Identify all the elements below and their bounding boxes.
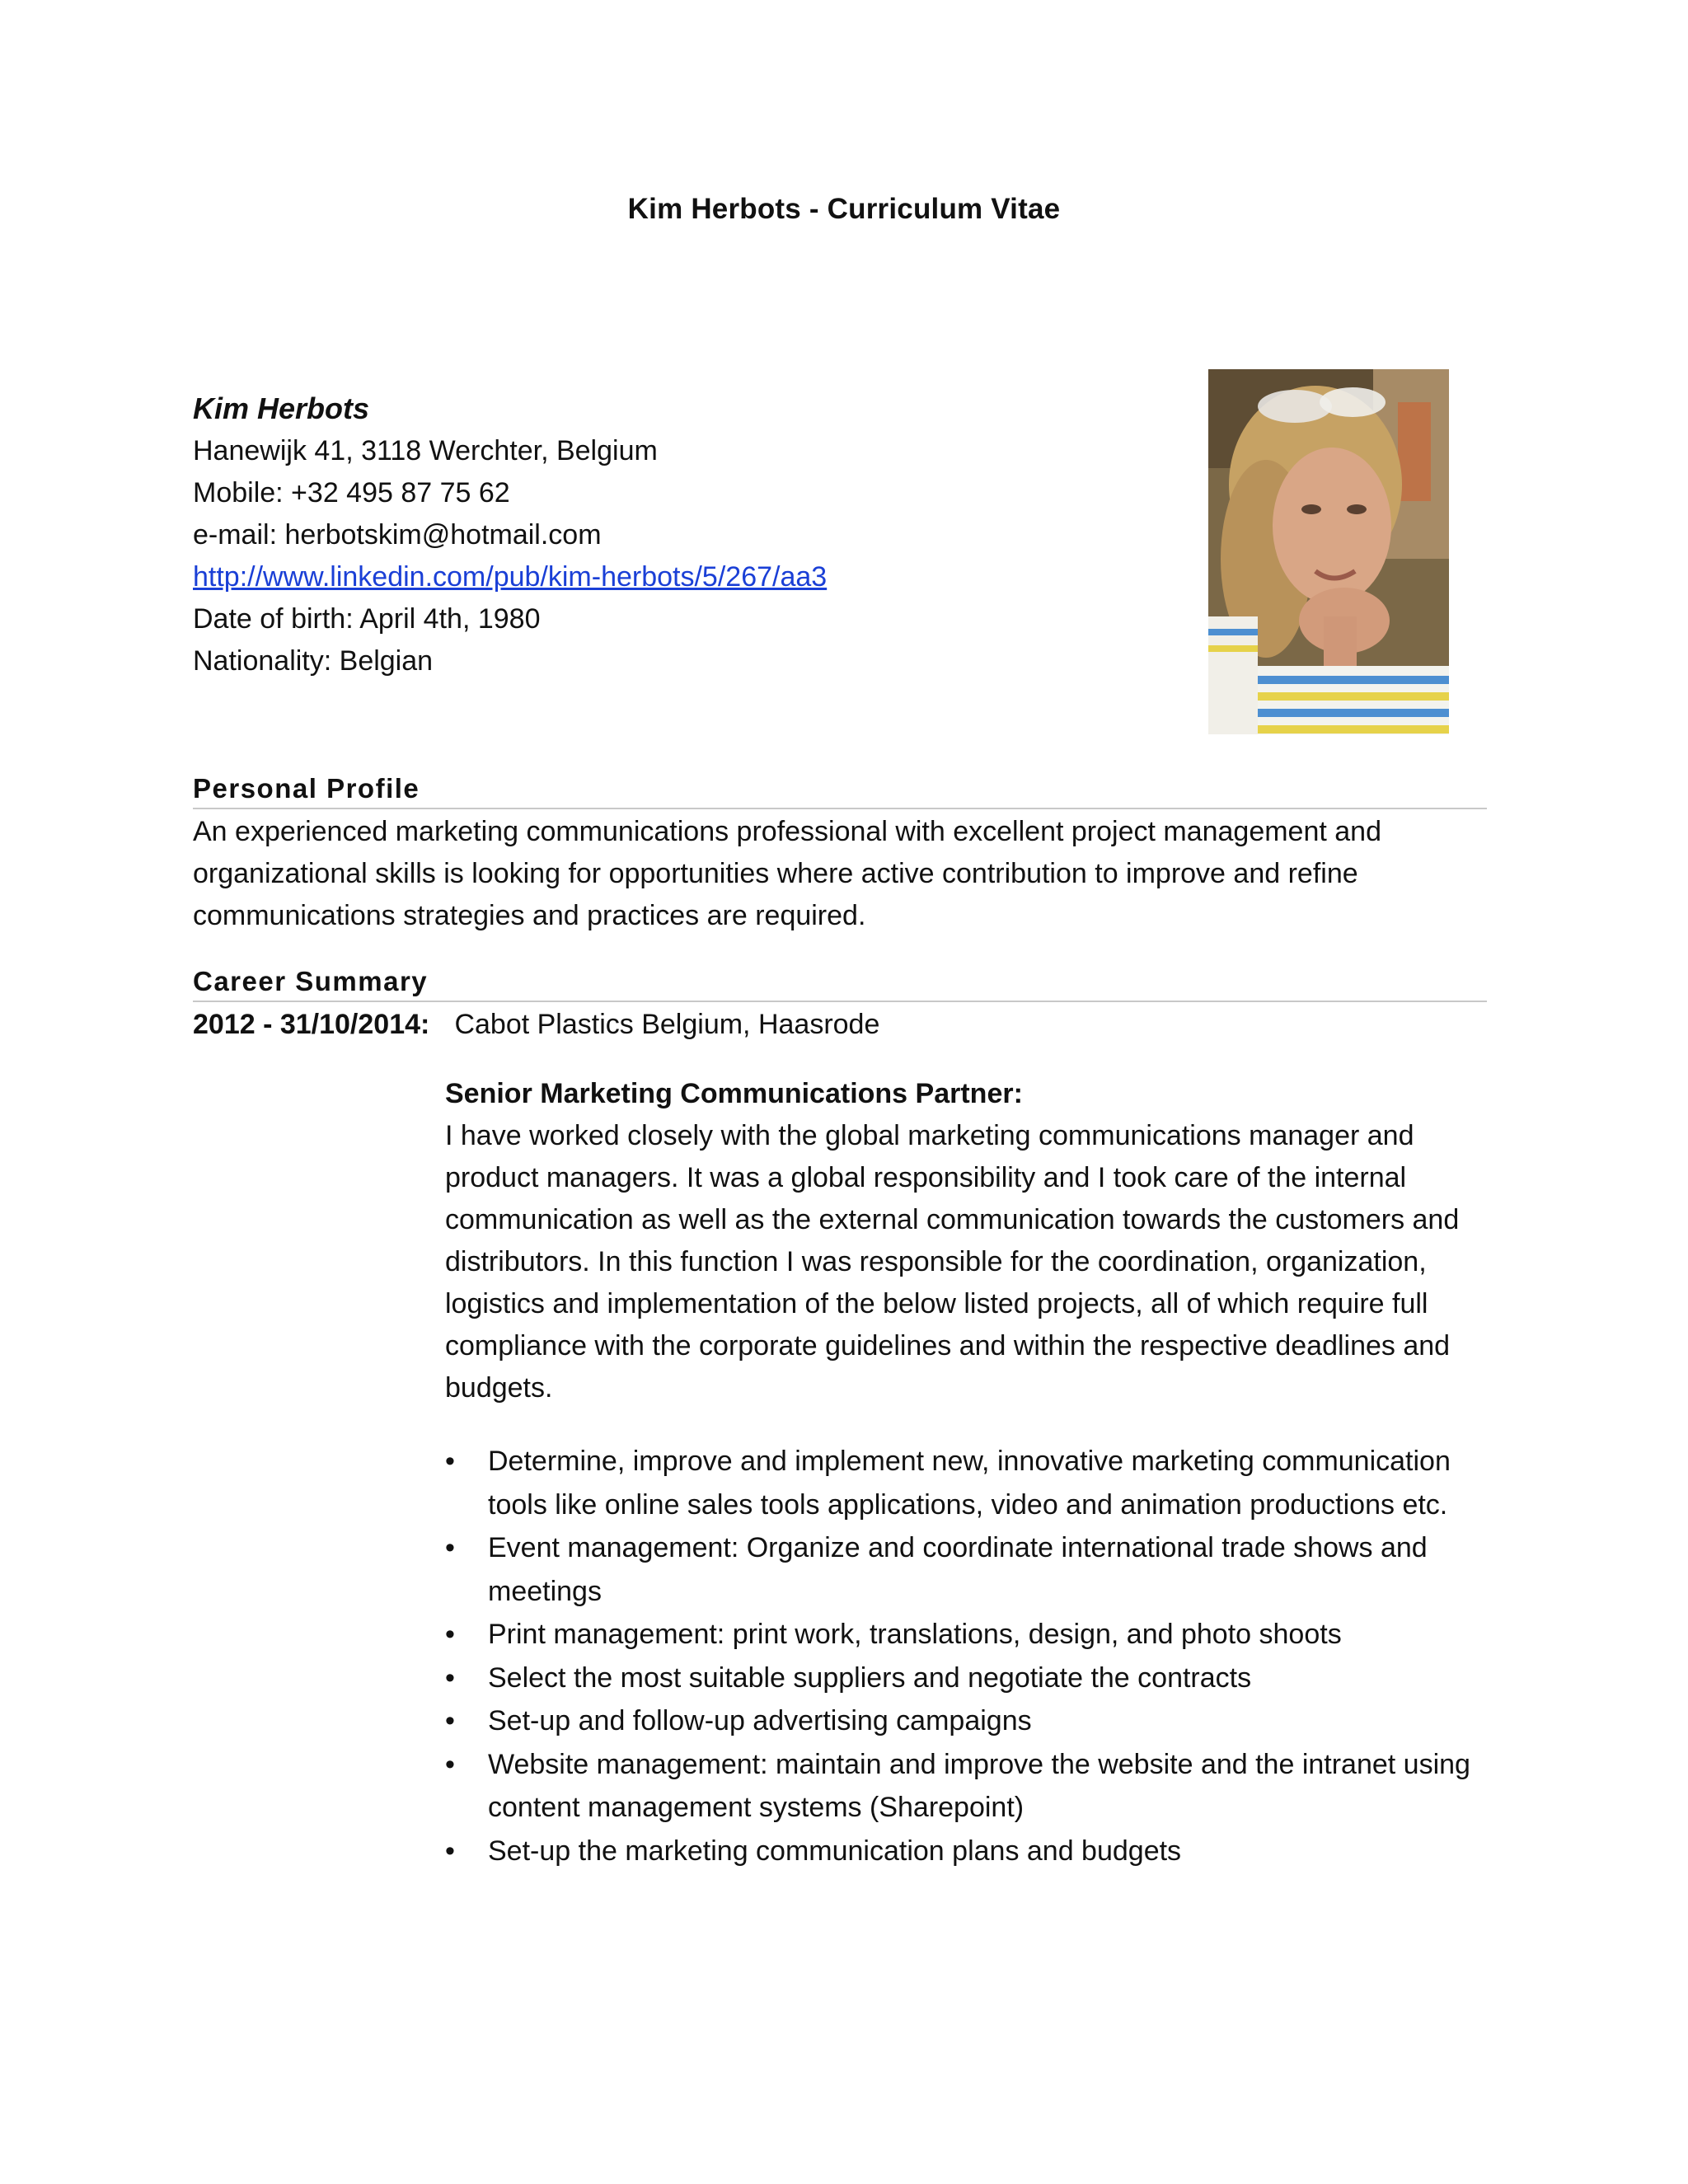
responsibilities-list bbox=[445, 1440, 1500, 1872]
job-description-line: logistics and implementation of the below listed projects, all of which require full bbox=[445, 1288, 1428, 1319]
contact-dob: Date of birth: April 4th, 1980 bbox=[193, 603, 541, 635]
contact-block bbox=[193, 387, 1100, 682]
job-description-line: communication as well as the external communication towards the customers and bbox=[445, 1204, 1460, 1235]
contact-address: Hanewijk 41, 3118 Werchter, Belgium bbox=[193, 435, 658, 466]
list-item-text: Set-up and follow-up advertising campaigns bbox=[488, 1705, 1032, 1736]
profile-photo bbox=[1208, 369, 1449, 734]
job-company: Cabot Plastics Belgium, Haasrode bbox=[454, 1009, 880, 1040]
profile-line: organizational skills is looking for opportunities where active contribution to improve and refine bbox=[193, 858, 1358, 889]
bullet-icon: • bbox=[445, 1835, 455, 1867]
job-header bbox=[193, 1004, 1487, 1046]
bullet-icon: • bbox=[445, 1619, 455, 1650]
list-item bbox=[445, 1440, 1500, 1526]
job-description-line: compliance with the corporate guidelines and within the respective deadlines and bbox=[445, 1330, 1451, 1361]
profile-line: communications strategies and practices are required. bbox=[193, 900, 866, 931]
profile-line: An experienced marketing communications professional with excellent project management and bbox=[193, 816, 1381, 847]
list-item bbox=[445, 1830, 1500, 1873]
job-description-line: I have worked closely with the global marketing communications manager and bbox=[445, 1120, 1414, 1151]
list-item-text: tools like online sales tools applications, video and animation productions etc. bbox=[488, 1488, 1448, 1521]
job-role: Senior Marketing Communications Partner: bbox=[445, 1078, 1023, 1109]
job-period: 2012 - 31/10/2014: bbox=[193, 1009, 430, 1040]
list-item-text: Set-up the marketing communication plans and budgets bbox=[488, 1835, 1182, 1867]
list-item-text: Print management: print work, translations, design, and photo shoots bbox=[488, 1619, 1342, 1650]
contact-email: e-mail: herbotskim@hotmail.com bbox=[193, 519, 602, 551]
bullet-icon: • bbox=[445, 1532, 455, 1563]
contact-nationality: Nationality: Belgian bbox=[193, 645, 434, 677]
bullet-icon: • bbox=[445, 1705, 455, 1736]
section-heading-career-summary: Career Summary bbox=[193, 966, 1487, 1002]
bullet-icon: • bbox=[445, 1446, 455, 1477]
list-item-text: Select the most suitable suppliers and negotiate the contracts bbox=[488, 1661, 1252, 1694]
job-description-line: distributors. In this function I was responsible for the coordination, organization, bbox=[445, 1246, 1427, 1277]
list-item bbox=[445, 1743, 1500, 1830]
linkedin-link[interactable]: http://www.linkedin.com/pub/kim-herbots/5/267/aa3 bbox=[193, 561, 828, 593]
portrait-image bbox=[1208, 369, 1449, 734]
job-description-line: budgets. bbox=[445, 1372, 553, 1404]
list-item-text: Determine, improve and implement new, innovative marketing communication bbox=[488, 1446, 1451, 1477]
job-details bbox=[445, 1073, 1500, 1409]
profile-text bbox=[193, 811, 1487, 937]
list-item-text: Website management: maintain and improve the website and the intranet using bbox=[488, 1748, 1470, 1780]
list-item-text: meetings bbox=[488, 1575, 602, 1607]
contact-mobile: Mobile: +32 495 87 75 62 bbox=[193, 477, 510, 509]
list-item bbox=[445, 1526, 1500, 1613]
list-item-text: Event management: Organize and coordinate international trade shows and bbox=[488, 1532, 1428, 1563]
contact-name: Kim Herbots bbox=[193, 391, 370, 425]
section-heading-personal-profile: Personal Profile bbox=[193, 773, 1487, 809]
list-item-text: content management systems (Sharepoint) bbox=[488, 1792, 1025, 1823]
job-description-line: product managers. It was a global responsibility and I took care of the internal bbox=[445, 1162, 1407, 1193]
list-item bbox=[445, 1613, 1500, 1657]
bullet-icon: • bbox=[445, 1661, 455, 1694]
list-item bbox=[445, 1657, 1500, 1700]
bullet-icon: • bbox=[445, 1748, 455, 1780]
list-item bbox=[445, 1699, 1500, 1743]
document-title: Kim Herbots - Curriculum Vitae bbox=[627, 193, 1061, 225]
